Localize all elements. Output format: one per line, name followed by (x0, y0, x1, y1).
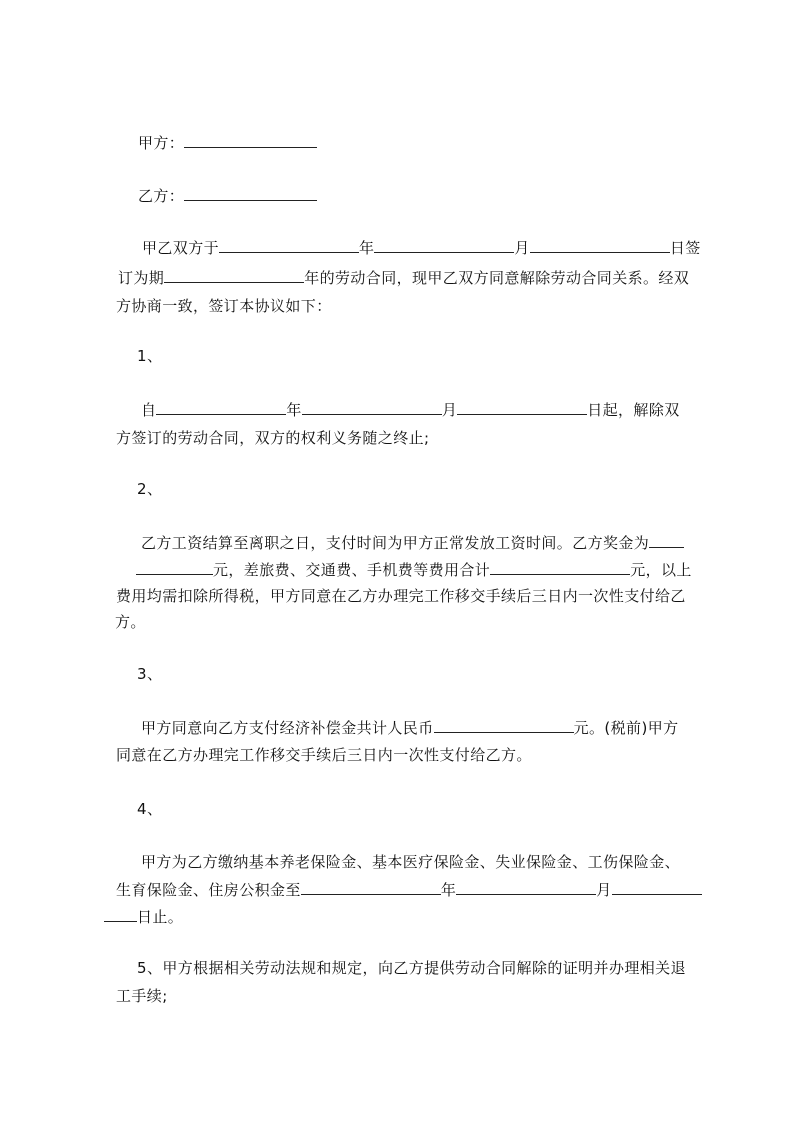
clause-2-line-2 (0, 559, 793, 580)
blank-day (457, 399, 587, 415)
clause-2-line-3 (0, 586, 793, 606)
clause-text: 元，差旅费、交通费、手机费等费用合计 (213, 561, 491, 579)
blank-bonus (136, 559, 213, 575)
intro-text: 方协商一致，签订本协议如下： (116, 297, 332, 315)
clause-4-line-2 (0, 879, 793, 900)
clause-text: 乙方工资结算至离职之日，支付时间为甲方正常发放工资时间。乙方奖金为 (141, 534, 650, 552)
intro-line-1 (0, 237, 793, 258)
clause-number: 2、 (137, 480, 163, 498)
clause-text: 日起，解除双 (587, 401, 680, 419)
clause-text: 生育保险金、住房公积金至 (116, 881, 301, 899)
intro-line-2 (0, 267, 793, 288)
clause-2-line-1 (0, 532, 793, 553)
clause-text: 自 (141, 401, 157, 419)
clause-3-line-2 (0, 745, 793, 765)
blank-month (456, 879, 596, 895)
party-b-blank (184, 185, 317, 201)
intro-line-3 (0, 296, 793, 316)
intro-text: 订为期 (118, 269, 165, 287)
blank-month (374, 237, 514, 253)
clause-4-line-1 (0, 852, 793, 872)
blank-day (530, 237, 670, 253)
blank-bonus-start (649, 532, 684, 548)
blank-year (219, 237, 359, 253)
clause-text: 工手续; (116, 987, 168, 1005)
blank-compensation (434, 717, 574, 733)
blank-month (302, 399, 442, 415)
clause-1-number (0, 346, 793, 366)
clause-text: 方。 (115, 613, 146, 631)
clause-text: 同意在乙方办理完工作移交手续后三日内一次性支付给乙方。 (116, 746, 532, 764)
clause-text: 月 (441, 401, 458, 419)
party-a-line (0, 132, 793, 153)
intro-text: 甲乙双方于 (142, 239, 220, 257)
intro-text: 年 (359, 239, 375, 257)
intro-text: 月 (514, 239, 530, 257)
blank-term (164, 267, 304, 283)
intro-text: 年的劳动合同，现甲乙双方同意解除劳动合同关系。经双 (304, 269, 690, 287)
clause-3-line-1 (0, 717, 793, 738)
party-b-label: 乙方： (138, 187, 185, 205)
blank-expenses (490, 559, 630, 575)
blank-year (301, 879, 441, 895)
clause-2-line-4 (0, 612, 793, 632)
clause-5-line-2 (0, 986, 793, 1006)
clause-text: 甲方为乙方缴纳基本养老保险金、基本医疗保险金、失业保险金、工伤保险金、 (141, 853, 681, 871)
blank-day-start (612, 879, 702, 895)
clause-2-number (0, 479, 793, 499)
clause-text: 月 (596, 881, 612, 899)
party-a-label: 甲方： (138, 134, 185, 152)
clause-text: 甲方同意向乙方支付经济补偿金共计人民币 (141, 719, 434, 737)
clause-text: 年 (286, 401, 302, 419)
intro-text: 日签 (669, 239, 701, 257)
party-b-line (0, 185, 793, 206)
clause-number: 3、 (137, 665, 163, 683)
clause-3-number (0, 664, 793, 684)
clause-4-number (0, 799, 793, 819)
clause-text: 5、甲方根据相关劳动法规和规定，向乙方提供劳动合同解除的证明并办理相关退 (137, 959, 686, 977)
clause-number: 1、 (137, 347, 163, 365)
blank-year (156, 399, 286, 415)
clause-5-line-1 (0, 958, 793, 978)
clause-text: 元，以上 (630, 561, 692, 579)
clause-text: 费用均需扣除所得税，甲方同意在乙方办理完工作移交手续后三日内一次性支付给乙 (116, 587, 686, 605)
clause-text: 日止。 (137, 908, 184, 926)
clause-text: 元。(税前)甲方 (573, 719, 679, 737)
clause-4-line-3 (0, 906, 793, 927)
clause-text: 方签订的劳动合同，双方的权利义务随之终止; (116, 429, 430, 447)
clause-text: 年 (440, 881, 457, 899)
clause-1-line-2 (0, 428, 793, 448)
party-a-blank (184, 132, 317, 148)
clause-1-line-1 (0, 399, 793, 420)
clause-number: 4、 (137, 800, 163, 818)
blank-day (104, 906, 137, 922)
